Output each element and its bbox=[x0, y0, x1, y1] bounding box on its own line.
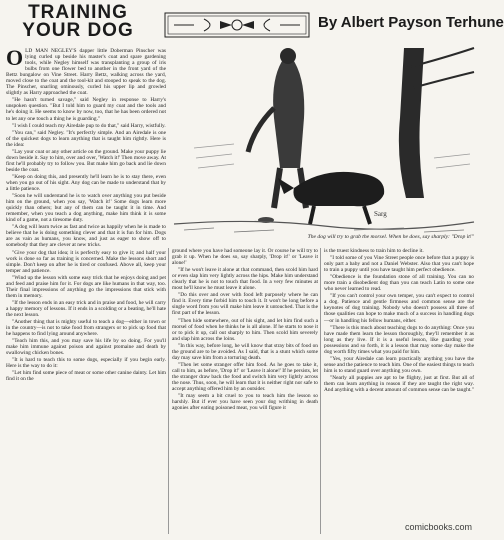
paragraph: "Then hide somewhere, out of his sight, and let him find such a morsel of food when he thinks he is all alone. If he starts to nose it or to pick it up, call out sharply to him. Then scold him severely and slap him across the loins. bbox=[172, 317, 318, 342]
drop-cap: O bbox=[6, 45, 24, 70]
paragraph: "Teach him this, and you may save his life by so doing. For you'll make him immune against poison and against ptomaine and death by swallowing chicken bones. bbox=[6, 338, 166, 357]
paragraph: "In this way, before long, he will know that stray bits of food on the ground are to be avoided. As I said, that is a stunt which some day may save him from a torturing death. bbox=[172, 342, 318, 361]
paragraph: "Yes, your Airedale can learn practically anything you have the sense and the patience to teach him. One of the easiest things to teach him is to stand guard over anything you own. bbox=[324, 355, 474, 374]
paragraph: "I told some of you Vine Street people once before that a puppy is only part a baby and not a Daniel Webster. Also that you can't hope to train a puppy until you have taught him perfect obedience. bbox=[324, 255, 474, 274]
paragraph: "It may seem a bit cruel to you to teach him the lesson so harshly. But if ever you have seen your dog writhing in death agonies after eating poisoned meat, you will figure it bbox=[172, 393, 318, 412]
paragraph: "If he won't leave it alone at that command, then scold him hard or even slap him very lightly across the hips. Make him understand clearly that he is not to touch that food. In a very few minutes at most he'll know he must leave it alone. bbox=[172, 267, 318, 292]
paragraph: "Lay your coat or any other article on the ground. Make your puppy lie down beside it. Say to him, over and over, 'Watch it!' Then move away. At first he'll probably try to follow you. But make him go back and lie down beside the coat. bbox=[6, 148, 166, 173]
artist-signature: Sarg bbox=[374, 210, 387, 218]
decorative-ornament bbox=[164, 12, 310, 38]
column-divider bbox=[168, 248, 169, 534]
paragraph: "It is hard to teach this to some dogs, especially if you begin early. Here is the way to do it: bbox=[6, 357, 166, 370]
column-divider bbox=[320, 248, 321, 534]
paragraph: "A dog will learn twice as fast and twice as happily when he is made to believe that he is doing something clever and that it is fun for him. Dogs are as vain as humans, you know, and just as eager to show off to somebody that they are clever at new tricks. bbox=[6, 224, 166, 249]
article-header bbox=[6, 2, 504, 48]
paragraph: "Wind up the lesson with some easy trick that he enjoys doing and pet and feed and praise him for it. For dogs are like humans in that way, too. Their final impressions of anything go the impressions that stick with them in memory. bbox=[6, 274, 166, 299]
paragraph: "There is this much about teaching dogs to do anything: Once you have made them learn the lesson thoroughly, they'll remember it as long as they live. If it is a useful lesson, like guarding your possessions and so forth, it is a lesson that may some day make the dog worth fifty times what you paid for him. bbox=[324, 324, 474, 355]
author-byline: By Albert Payson Terhune bbox=[318, 14, 504, 31]
article-column-3 bbox=[324, 248, 474, 534]
paragraph: "You can," said Negley. "It's perfectly simple. And an Airedale is one of the quickest dogs to learn anything that is taught him rightly. Here is the idea: bbox=[6, 129, 166, 148]
article-title: TRAINING YOUR DOG bbox=[22, 2, 134, 41]
paragraph: is the truest kindness to train him to decline it. bbox=[324, 248, 424, 254]
paragraph: "Obedience is the foundation stone of all training. You can no more train a disobedient dog than you can teach Latin to some one who never learned to read. bbox=[324, 274, 474, 293]
paragraph: "Then let some stranger offer him food. As he goes to take it, call to him, as before, 'Drop it!' or 'Leave it alone!' If he persists, let the stranger draw back the food and switch him very lightly across the nose. Thus, soon, he will learn that it is neither right nor safe to accept anything offered him by an outsider. bbox=[172, 361, 318, 393]
paragraph: "Do this over and over with food left purposely where he can find it. Every time forbid him to touch it. It won't be long before a single word from you will make him leave it untouched. That is the first part of the lesson. bbox=[172, 292, 318, 317]
paragraph: "Let him find some piece of meat or some other canine dainty. Let him find it on the bbox=[6, 370, 166, 383]
paragraph: "Soon he will understand he is to watch over anything you put beside him on the ground, when you say, 'Watch it!' Some dogs learn more quickly than others; but any of them can be taught it in time. And remember, when you teach a dog anything, make him think it is some kind of a game, not a tiresome duty. bbox=[6, 193, 166, 224]
paragraph: ground where you have had someone lay it. Or course he will try to grab it up. When he does so, say sharply, 'Drop it!' or 'Leave it alone!' bbox=[172, 248, 318, 267]
illustration-caption: The dog will try to grab the morsel. When he does, say sharply: "Drop it!" bbox=[307, 234, 474, 240]
dog-illustration bbox=[174, 48, 474, 234]
paragraph: "He hasn't turned savage," said Negley in response to Harry's unspoken question. "But I told him to guard my coat and the tools and he's doing it. He seems to know by now, too, that he has been ordered not to let any one touch a thing he is guarding." bbox=[6, 97, 166, 122]
paragraph: "If you can't control your own temper, you can't expect to control a dog. Patience and gentle firmness and common sense are the keynotes of dog training. Nobody who doesn't possess all three of those qualities can hope to make much of a success in handling dogs—or in handling his fellow humans, either. bbox=[324, 293, 474, 324]
paragraph: "Give your dog that idea; it is perfectly easy to give it; and half your work is done so far as training is concerned. Make the lessons short and simple. Don't keep on after he is tired or confused. Above all, keep your temper and patience. bbox=[6, 249, 166, 274]
article-column-2 bbox=[172, 248, 318, 534]
watermark: comicbooks.com bbox=[404, 522, 472, 532]
article-column-1 bbox=[6, 45, 166, 534]
paragraph: "Another thing that is mighty useful to teach a dog—either in town or in the country—is not to take food from strangers or to pick up food that he happens to find lying around anywhere. bbox=[6, 319, 166, 338]
paragraph: "Nearly all puppies are apt to be flighty, just at first. But all of them can learn anything in reason if they are taught the right way. And anything with a decent amount of common sense can be taught." bbox=[324, 374, 474, 394]
paragraph: "If the lesson ends in an easy trick and in praise and food, he will carry a happy memory of lessons. If it ends in a scolding or a beating, he'll hate the next lesson. bbox=[6, 299, 166, 318]
paragraph: "I wish I could teach my Airedale pup to do that," said Harry, wistfully. bbox=[12, 122, 166, 129]
paragraph: OLD MAN NEGLEY'S dapper little Doberman Pinscher was lying curled up beside his master's coat and spare gardening tools, while Negley himself was transplanting a group of iris bulbs from one flower bed to another in the front yard of the Bettz bungalow on Vine Street. Harry Bettz, walking across the yard, moved close to the coat and the tool-kit and stooped to speak to the dog. The Pinscher, snarling ominously, curled his upper lip and growled slightly as Harry approached the coat. bbox=[6, 45, 166, 97]
paragraph: "Keep on doing this, and presently he'll learn he is to stay there, even when you go out of his sight. Any dog can be made to understand that by a little patience. bbox=[6, 173, 166, 193]
